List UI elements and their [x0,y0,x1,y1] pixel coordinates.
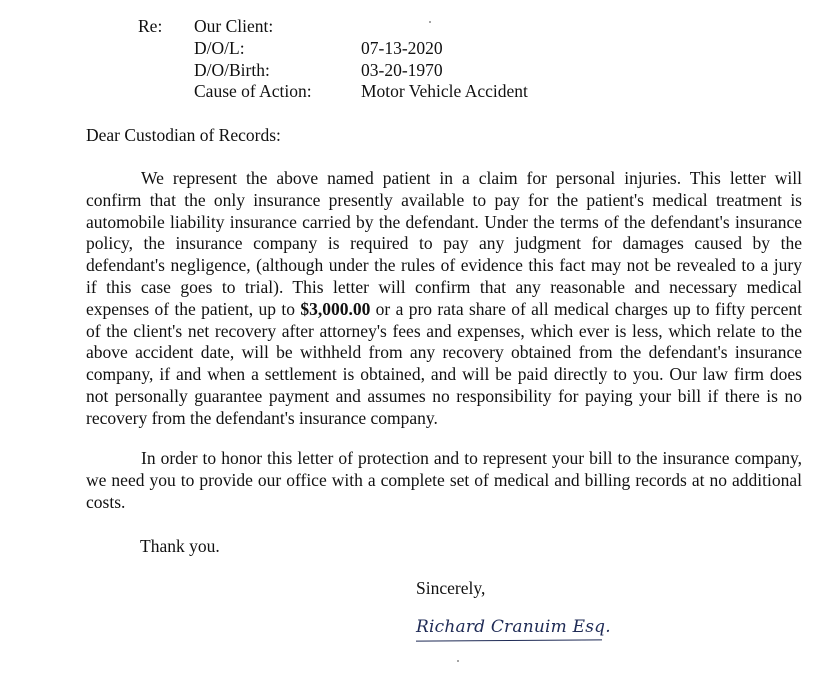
paragraph-line: We represent the above named patient in a claim for personal injuries. This letter will [141,168,802,188]
paragraph-line: In order to honor this letter of protection and to represent your bill to the insurance company, [141,448,802,468]
field-value-dol: 07-13-2020 [361,38,443,58]
field-value-dob: 03-20-1970 [361,60,443,80]
amount-suffix: or a pro rata share of all medical charges up to fifty percent [370,298,802,319]
paragraph-line: above accident date, will be withheld from any recovery obtained from the defendant's insurance [86,342,802,363]
paragraph-line: not personally guarantee payment and assumes no responsibility for paying your bill if there is no [86,385,802,406]
field-label-dol: D/O/L: [194,38,245,58]
paragraph-line: automobile liability insurance carried by the defendant. Under the terms of the defendant's insurance [86,211,802,232]
paragraph-line: defendant's negligence, (although under the rules of evidence this fact may not be revealed to a jury [86,255,802,276]
paragraph-line: costs. [86,491,126,512]
paragraph-line: confirm that the only insurance presently available to pay for the patient's medical treatment is [86,189,802,210]
paragraph-line: of the client's net recovery after attorney's fees and expenses, which ever is less, which relate to the [86,320,802,341]
salutation: Dear Custodian of Records: [86,125,281,145]
paragraph-line: recovery from the defendant's insurance company. [86,407,438,428]
scan-speck [457,660,459,662]
signature: Richard Cranuim Esq. [416,617,611,637]
field-label-cause: Cause of Action: [194,81,312,101]
closing: Sincerely, [416,578,486,598]
paragraph-line-amount [86,299,802,321]
thanks: Thank you. [140,536,220,556]
paragraph-line: we need you to provide our office with a complete set of medical and billing records at no additional [86,469,802,490]
amount-prefix: expenses of the patient, up to [86,298,301,319]
scan-speck [429,21,431,23]
body-paragraph-2 [86,448,802,513]
field-label-client: Our Client: [194,16,274,36]
re-label: Re: [138,16,163,36]
body-paragraph-1 [86,168,802,430]
paragraph-line: if this case goes to trial). This letter will confirm that any reasonable and necessary medical [86,276,802,297]
amount-value: $3,000.00 [300,298,371,319]
paragraph-line: policy, the insurance company is required to pay any judgment for damages caused by the [86,233,802,254]
field-label-dob: D/O/Birth: [194,60,270,80]
signature-underline [416,639,602,641]
paragraph-line: company, if and when a settlement is obtained, and will be paid directly to you. Our law firm does [86,364,802,385]
field-value-cause: Motor Vehicle Accident [361,81,528,101]
